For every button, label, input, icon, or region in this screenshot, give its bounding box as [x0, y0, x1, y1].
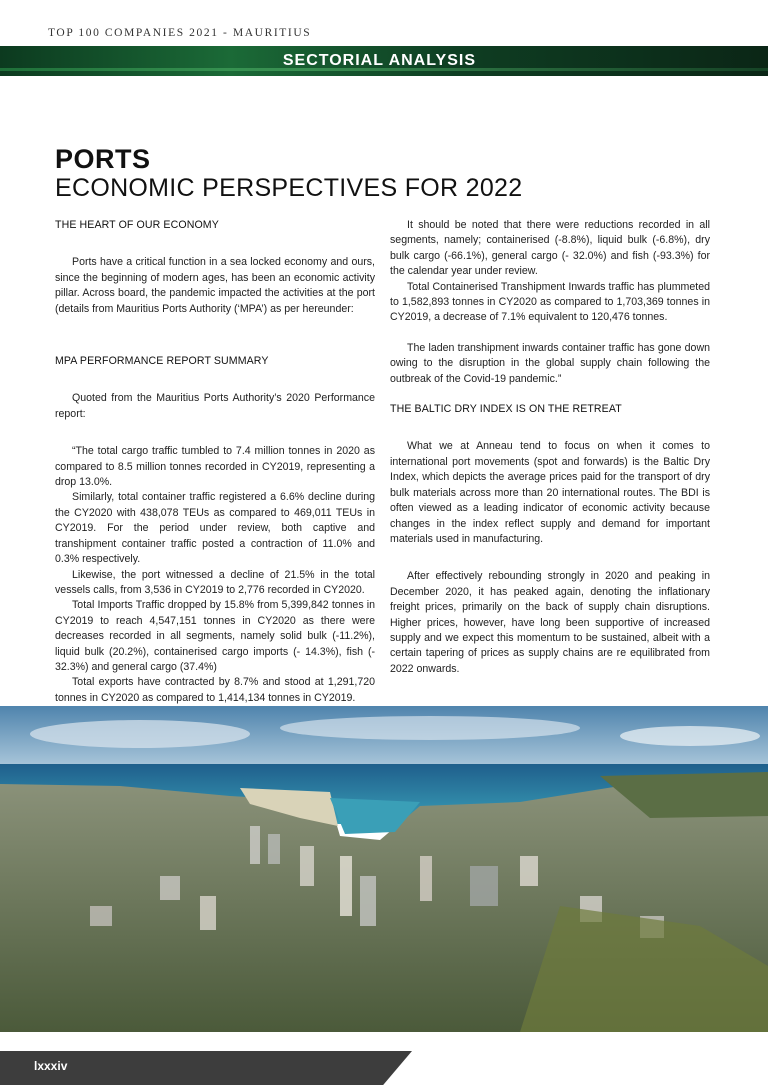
- port-louis-aerial-photo: [0, 706, 768, 1032]
- section-header-band: [0, 46, 768, 76]
- paragraph: Total Containerised Transhipment Inwards traffic has plummeted to 1,582,893 tonnes in CY2020 as compared to 1,703,369 tonnes in CY2019, a decrease of 7.1% equivalent to 120,476 tonnes.: [390, 280, 710, 324]
- running-head: TOP 100 COMPANIES 2021 - MAURITIUS: [48, 27, 312, 39]
- article-title: PORTS: [55, 144, 151, 174]
- paragraph: Total exports have contracted by 8.7% and stood at 1,291,720 tonnes in CY2020 as compared to 1,414,134 tonnes in CY2019.: [55, 676, 375, 704]
- paragraph: It should be noted that there were reductions recorded in all segments, namely; containerised (-8.8%), liquid bulk (-6.8%), dry bulk cargo (-66.1%), general cargo (- 32.0%) and fish (-93.3%) for the calendar year under review.: [390, 219, 710, 278]
- paragraph: “The total cargo traffic tumbled to 7.4 million tonnes in 2020 as compared to 8.5 million tonnes recorded in CY2019, representing a drop 13.0%.: [55, 445, 375, 489]
- left-column: [55, 218, 375, 706]
- paragraph: Likewise, the port witnessed a decline of 21.5% in the total vessels calls, from 3,536 in CY2019 to 2,776 recorded in CY2020.: [55, 568, 375, 596]
- heading-mpa-summary: MPA PERFORMANCE REPORT SUMMARY: [55, 355, 269, 368]
- article-subtitle: ECONOMIC PERSPECTIVES FOR 2022: [55, 174, 523, 202]
- aerial-city-illustration: [0, 706, 768, 1032]
- paragraph: What we at Anneau tend to focus on when it comes to international port movements (spot and forwards) is the Baltic Dry Index, which depicts the average prices paid for the transport of dry bulk materials across more than 20 international routes. The BDI is often viewed as a leading indicator of economic activity because changes in the index reflect supply and demand for important materials used in manufacturing.: [390, 440, 710, 545]
- right-column: [390, 218, 710, 677]
- paragraph: The laden transhipment inwards container traffic has gone down owing to the disruption in the global supply chain following the outbreak of the Covid-19 pandemic.”: [390, 341, 710, 385]
- article-headline: [55, 145, 522, 203]
- paragraph: Similarly, total container traffic registered a 6.6% decline during the CY2020 with 438,078 TEUs as compared to 469,011 TEUs in CY2019. For the period under review, both captive and transhipment container traffic posted a contraction of 11.0% and 0.3% respectively.: [55, 491, 375, 566]
- heading-baltic-dry-index: THE BALTIC DRY INDEX IS ON THE RETREAT: [390, 403, 622, 416]
- paragraph: Ports have a critical function in a sea locked economy and ours, since the beginning of modern ages, has been an economic activity pillar. Across board, the pandemic impacted the activities at the port (details from Mauritius Ports Authority (‘MPA’) as per hereunder:: [55, 256, 375, 315]
- paragraph: Total Imports Traffic dropped by 15.8% from 5,399,842 tonnes in CY2019 to reach 4,547,151 tonnes in CY2020 as there were decreases recorded in all segments, namely solid bulk (-11.2%), liquid bulk (20.2%), containerised cargo imports (- 14.3%), fish (- 32.3%) and general cargo (37.4%): [55, 599, 375, 673]
- heading-heart-of-economy: THE HEART OF OUR ECONOMY: [55, 219, 219, 231]
- section-title: SECTORIAL ANALYSIS: [282, 52, 476, 69]
- paragraph: After effectively rebounding strongly in 2020 and peaking in December 2020, it has peaked again, denoting the inflationary freight prices, primarily on the back of supply chain disruptions. Higher prices, however, have long been supportive of increased supply and we expect this momentum to be sustained, albeit with a certain tapering of prices as supply chains are re equilibrated from 2022 onwards.: [390, 570, 710, 675]
- page-number: lxxxiv: [34, 1059, 68, 1073]
- paragraph: Quoted from the Mauritius Ports Authority’s 2020 Performance report:: [55, 392, 375, 420]
